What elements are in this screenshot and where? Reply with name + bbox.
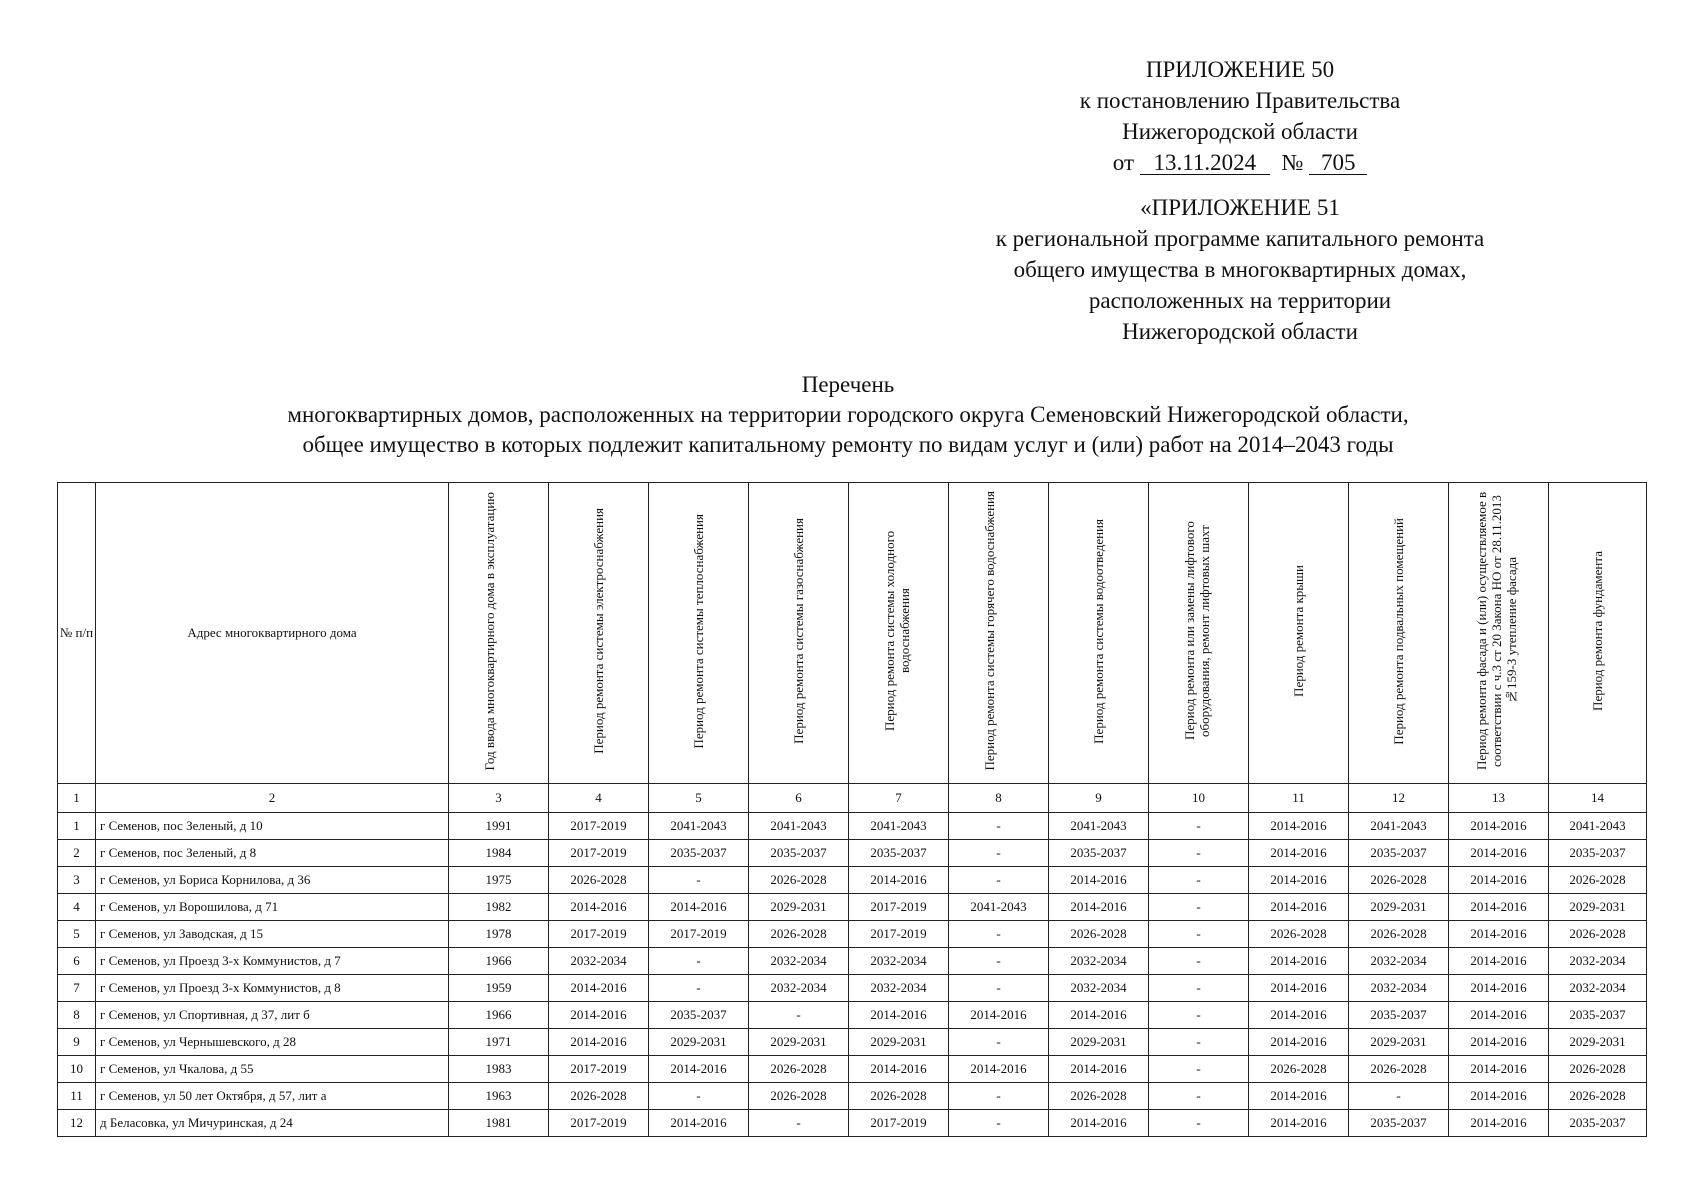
address-cell: г Семенов, пос Зеленый, д 10 bbox=[96, 813, 449, 840]
row-number-cell: 12 bbox=[58, 1110, 96, 1137]
table-cell: 2035-2037 bbox=[1549, 840, 1647, 867]
table-row bbox=[58, 840, 1647, 867]
table-row bbox=[58, 1002, 1647, 1029]
header-cell: Адрес многоквартирного дома bbox=[96, 483, 449, 784]
row-number-cell: 7 bbox=[58, 975, 96, 1002]
table-cell: - bbox=[749, 1110, 849, 1137]
table-cell: 2032-2034 bbox=[1349, 975, 1449, 1002]
table-cell: 2014-2016 bbox=[1449, 1056, 1549, 1083]
address-cell: г Семенов, пос Зеленый, д 8 bbox=[96, 840, 449, 867]
table-row bbox=[58, 1110, 1647, 1137]
table-cell: - bbox=[1149, 1056, 1249, 1083]
column-number: 10 bbox=[1149, 784, 1249, 813]
table-row bbox=[58, 1056, 1647, 1083]
table-cell: 2014-2016 bbox=[1249, 975, 1349, 1002]
row-number-cell: 9 bbox=[58, 1029, 96, 1056]
column-number: 6 bbox=[749, 784, 849, 813]
table-cell: 2017-2019 bbox=[549, 921, 649, 948]
table-row bbox=[58, 948, 1647, 975]
table-cell: 2032-2034 bbox=[849, 948, 949, 975]
appendix-51-line2: к региональной программе капитального ремонта bbox=[995, 226, 1485, 251]
table-cell: 1982 bbox=[449, 894, 549, 921]
table-cell: 2032-2034 bbox=[849, 975, 949, 1002]
table-cell: - bbox=[649, 975, 749, 1002]
address-cell: г Семенов, ул Заводская, д 15 bbox=[96, 921, 449, 948]
table-cell: - bbox=[949, 975, 1049, 1002]
address-cell: г Семенов, ул 50 лет Октября, д 57, лит а bbox=[96, 1083, 449, 1110]
table-cell: 2017-2019 bbox=[549, 840, 649, 867]
table-cell: 2014-2016 bbox=[1049, 867, 1149, 894]
appendix-50-block bbox=[1040, 54, 1440, 178]
appendix-50-line2: к постановлению Правительства bbox=[1079, 88, 1401, 113]
table-cell: - bbox=[1149, 1029, 1249, 1056]
header-cell: Период ремонта системы газоснабжения bbox=[749, 483, 849, 784]
table-cell: 2035-2037 bbox=[1549, 1110, 1647, 1137]
table-cell: 2032-2034 bbox=[549, 948, 649, 975]
table-cell: 2032-2034 bbox=[749, 948, 849, 975]
table-cell: 1966 bbox=[449, 1002, 549, 1029]
table-cell: 2035-2037 bbox=[849, 840, 949, 867]
table-cell: 2014-2016 bbox=[649, 1056, 749, 1083]
table-cell: 2014-2016 bbox=[1249, 813, 1349, 840]
column-number: 1 bbox=[58, 784, 96, 813]
row-number-cell: 8 bbox=[58, 1002, 96, 1029]
table-row bbox=[58, 813, 1647, 840]
header-cell: Период ремонта системы горячего водоснабжения bbox=[949, 483, 1049, 784]
row-number-cell: 6 bbox=[58, 948, 96, 975]
table-cell: 2035-2037 bbox=[649, 1002, 749, 1029]
table-cell: 2035-2037 bbox=[649, 840, 749, 867]
row-number-cell: 3 bbox=[58, 867, 96, 894]
table-cell: 2032-2034 bbox=[1049, 975, 1149, 1002]
title-line-1: Перечень bbox=[801, 372, 895, 397]
table-cell: 2014-2016 bbox=[1249, 840, 1349, 867]
table-header-row bbox=[58, 483, 1647, 784]
table-cell: 2029-2031 bbox=[1049, 1029, 1149, 1056]
table-row bbox=[58, 867, 1647, 894]
table-cell: 2014-2016 bbox=[549, 1002, 649, 1029]
table-cell: 2026-2028 bbox=[1349, 867, 1449, 894]
address-cell: г Семенов, ул Проезд 3-х Коммунистов, д 8 bbox=[96, 975, 449, 1002]
row-number-cell: 2 bbox=[58, 840, 96, 867]
column-number: 2 bbox=[96, 784, 449, 813]
appendix-51-line3: общего имущества в многоквартирных домах, bbox=[1013, 257, 1467, 282]
table-cell: 2026-2028 bbox=[1549, 921, 1647, 948]
table-cell: 1984 bbox=[449, 840, 549, 867]
table-cell: 2014-2016 bbox=[1249, 1029, 1349, 1056]
table-cell: 2026-2028 bbox=[749, 1056, 849, 1083]
from-label: от bbox=[1112, 150, 1135, 175]
table-cell: - bbox=[949, 813, 1049, 840]
table-cell: 2026-2028 bbox=[1249, 1056, 1349, 1083]
address-cell: г Семенов, ул Чернышевского, д 28 bbox=[96, 1029, 449, 1056]
column-numbers-row bbox=[58, 784, 1647, 813]
table-cell: - bbox=[649, 948, 749, 975]
table-cell: 2014-2016 bbox=[549, 975, 649, 1002]
row-number-cell: 4 bbox=[58, 894, 96, 921]
table-cell: 2014-2016 bbox=[1449, 948, 1549, 975]
table-cell: 2026-2028 bbox=[1549, 1056, 1647, 1083]
table-cell: 2041-2043 bbox=[1049, 813, 1149, 840]
table-cell: 1971 bbox=[449, 1029, 549, 1056]
header-cell: № п/п bbox=[58, 483, 96, 784]
table-cell: 2029-2031 bbox=[749, 894, 849, 921]
table-row bbox=[58, 921, 1647, 948]
table-cell: 2029-2031 bbox=[1349, 894, 1449, 921]
table-cell: 2014-2016 bbox=[1049, 894, 1149, 921]
table-cell: 2014-2016 bbox=[649, 1110, 749, 1137]
table-cell: 2041-2043 bbox=[1549, 813, 1647, 840]
column-number: 7 bbox=[849, 784, 949, 813]
table-cell: 2032-2034 bbox=[1549, 948, 1647, 975]
column-number: 4 bbox=[549, 784, 649, 813]
table-cell: 2014-2016 bbox=[1449, 1110, 1549, 1137]
address-cell: г Семенов, ул Ворошилова, д 71 bbox=[96, 894, 449, 921]
header-cell: Период ремонта системы электроснабжения bbox=[549, 483, 649, 784]
table-cell: 2014-2016 bbox=[1449, 975, 1549, 1002]
decree-number: 705 bbox=[1309, 152, 1367, 175]
table-cell: 2035-2037 bbox=[1349, 840, 1449, 867]
table-cell: 2041-2043 bbox=[649, 813, 749, 840]
table-cell: 2014-2016 bbox=[949, 1056, 1049, 1083]
table-cell: 2041-2043 bbox=[849, 813, 949, 840]
table-cell: 2014-2016 bbox=[1449, 894, 1549, 921]
title-line-2: многоквартирных домов, расположенных на территории городского округа Семеновский Нижегородской области, bbox=[287, 402, 1409, 427]
table-cell: - bbox=[1149, 975, 1249, 1002]
header-cell: Период ремонта системы водоотведения bbox=[1049, 483, 1149, 784]
table-cell: 1978 bbox=[449, 921, 549, 948]
table-cell: 1966 bbox=[449, 948, 549, 975]
row-number-cell: 10 bbox=[58, 1056, 96, 1083]
header-cell: Период ремонта фундамента bbox=[1549, 483, 1647, 784]
table-cell: 2014-2016 bbox=[1449, 1083, 1549, 1110]
table-cell: 1975 bbox=[449, 867, 549, 894]
header-cell: Период ремонта системы холодного водоснабжения bbox=[849, 483, 949, 784]
header-cell: Период ремонта подвальных помещений bbox=[1349, 483, 1449, 784]
header-cell: Период ремонта крыши bbox=[1249, 483, 1349, 784]
table-cell: - bbox=[1149, 921, 1249, 948]
table-cell: 1981 bbox=[449, 1110, 549, 1137]
decree-date: 13.11.2024 bbox=[1140, 152, 1270, 175]
table-cell: 2014-2016 bbox=[1249, 1083, 1349, 1110]
table-cell: 2029-2031 bbox=[749, 1029, 849, 1056]
column-number: 9 bbox=[1049, 784, 1149, 813]
table-cell: 2035-2037 bbox=[1549, 1002, 1647, 1029]
appendix-51-block bbox=[960, 192, 1520, 347]
table-cell: 2014-2016 bbox=[1449, 813, 1549, 840]
table-cell: - bbox=[1349, 1083, 1449, 1110]
address-cell: г Семенов, ул Проезд 3-х Коммунистов, д 7 bbox=[96, 948, 449, 975]
table-cell: 2026-2028 bbox=[1049, 921, 1149, 948]
table-cell: - bbox=[1149, 1110, 1249, 1137]
table-cell: 2014-2016 bbox=[1449, 1002, 1549, 1029]
appendix-50-line3: Нижегородской области bbox=[1122, 119, 1358, 144]
table-cell: 2014-2016 bbox=[1449, 921, 1549, 948]
table-cell: 2014-2016 bbox=[1449, 867, 1549, 894]
column-number: 13 bbox=[1449, 784, 1549, 813]
column-number: 5 bbox=[649, 784, 749, 813]
table-cell: - bbox=[1149, 1083, 1249, 1110]
table-cell: 2014-2016 bbox=[1449, 840, 1549, 867]
table-cell: - bbox=[949, 1110, 1049, 1137]
table-cell: 2035-2037 bbox=[1349, 1002, 1449, 1029]
address-cell: г Семенов, ул Спортивная, д 37, лит б bbox=[96, 1002, 449, 1029]
row-number-cell: 1 bbox=[58, 813, 96, 840]
column-number: 14 bbox=[1549, 784, 1647, 813]
table-cell: 2014-2016 bbox=[549, 894, 649, 921]
address-cell: г Семенов, ул Чкалова, д 55 bbox=[96, 1056, 449, 1083]
appendix-51-title: «ПРИЛОЖЕНИЕ 51 bbox=[1140, 195, 1340, 220]
table-cell: 2017-2019 bbox=[649, 921, 749, 948]
table-cell: 2026-2028 bbox=[749, 1083, 849, 1110]
address-cell: д Беласовка, ул Мичуринская, д 24 bbox=[96, 1110, 449, 1137]
table-cell: 2026-2028 bbox=[1049, 1083, 1149, 1110]
table-cell: 2014-2016 bbox=[849, 1002, 949, 1029]
address-cell: г Семенов, ул Бориса Корнилова, д 36 bbox=[96, 867, 449, 894]
appendix-50-date-line bbox=[1040, 147, 1440, 178]
table-cell: 2032-2034 bbox=[1549, 975, 1647, 1002]
table-cell: 2029-2031 bbox=[849, 1029, 949, 1056]
table-cell: 2026-2028 bbox=[1349, 1056, 1449, 1083]
header-cell: Год ввода многоквартирного дома в эксплуатацию bbox=[449, 483, 549, 784]
table-cell: - bbox=[1149, 813, 1249, 840]
table-cell: 1983 bbox=[449, 1056, 549, 1083]
table-cell: - bbox=[649, 867, 749, 894]
table-row bbox=[58, 1083, 1647, 1110]
table-cell: 2032-2034 bbox=[1349, 948, 1449, 975]
table-cell: 2029-2031 bbox=[1549, 1029, 1647, 1056]
table-cell: 2014-2016 bbox=[849, 867, 949, 894]
table-cell: 2026-2028 bbox=[549, 867, 649, 894]
title-line-3: общее имущество в которых подлежит капитальному ремонту по видам услуг и (или) работ на 2014–2043 годы bbox=[302, 432, 1394, 457]
table-cell: 2014-2016 bbox=[1249, 894, 1349, 921]
table-cell: 2017-2019 bbox=[549, 813, 649, 840]
table-cell: 2032-2034 bbox=[1049, 948, 1149, 975]
table-cell: - bbox=[949, 840, 1049, 867]
table-cell: 2017-2019 bbox=[549, 1110, 649, 1137]
table-cell: 1963 bbox=[449, 1083, 549, 1110]
table-row bbox=[58, 894, 1647, 921]
table-cell: - bbox=[949, 1029, 1049, 1056]
houses-repair-table bbox=[57, 482, 1647, 1137]
table-cell: 2029-2031 bbox=[1349, 1029, 1449, 1056]
table-cell: 2026-2028 bbox=[749, 867, 849, 894]
table-cell: 2014-2016 bbox=[549, 1029, 649, 1056]
table-cell: - bbox=[749, 1002, 849, 1029]
table-cell: 2032-2034 bbox=[749, 975, 849, 1002]
appendix-51-line5: Нижегородской области bbox=[1122, 319, 1358, 344]
table-cell: 2026-2028 bbox=[1549, 867, 1647, 894]
table-cell: 2017-2019 bbox=[849, 1110, 949, 1137]
row-number-cell: 5 bbox=[58, 921, 96, 948]
table-cell: - bbox=[949, 1083, 1049, 1110]
column-number: 11 bbox=[1249, 784, 1349, 813]
table-cell: 2017-2019 bbox=[849, 921, 949, 948]
table-cell: 2035-2037 bbox=[749, 840, 849, 867]
table-cell: - bbox=[1149, 840, 1249, 867]
table-cell: 2029-2031 bbox=[649, 1029, 749, 1056]
table-row bbox=[58, 1029, 1647, 1056]
table-cell: 2014-2016 bbox=[1249, 1110, 1349, 1137]
table-cell: 2014-2016 bbox=[649, 894, 749, 921]
table-cell: 2026-2028 bbox=[1549, 1083, 1647, 1110]
number-label: № bbox=[1281, 150, 1304, 175]
table-cell: 2014-2016 bbox=[1249, 948, 1349, 975]
table-cell: - bbox=[1149, 948, 1249, 975]
column-number: 3 bbox=[449, 784, 549, 813]
table-cell: 2014-2016 bbox=[1049, 1110, 1149, 1137]
table-cell: - bbox=[949, 921, 1049, 948]
header-cell: Период ремонта фасада и (или) осуществляемое в соответствии с ч.3 ст 20 Закона НО от 28.11.2013 №159-З утепление фасада bbox=[1449, 483, 1549, 784]
table-cell: - bbox=[649, 1083, 749, 1110]
table-row bbox=[58, 975, 1647, 1002]
table-cell: - bbox=[1149, 894, 1249, 921]
table-cell: 2014-2016 bbox=[849, 1056, 949, 1083]
table-cell: 2041-2043 bbox=[1349, 813, 1449, 840]
table-cell: 2014-2016 bbox=[949, 1002, 1049, 1029]
table-cell: 2026-2028 bbox=[549, 1083, 649, 1110]
table-cell: 2026-2028 bbox=[849, 1083, 949, 1110]
table-cell: 2017-2019 bbox=[849, 894, 949, 921]
table-cell: 2017-2019 bbox=[549, 1056, 649, 1083]
column-number: 12 bbox=[1349, 784, 1449, 813]
table-cell: 2014-2016 bbox=[1049, 1002, 1149, 1029]
header-cell: Период ремонта системы теплоснабжения bbox=[649, 483, 749, 784]
table-cell: 2041-2043 bbox=[749, 813, 849, 840]
table-cell: 2014-2016 bbox=[1249, 867, 1349, 894]
table-cell: 2035-2037 bbox=[1349, 1110, 1449, 1137]
appendix-51-line4: расположенных на территории bbox=[1088, 288, 1392, 313]
table-cell: - bbox=[1149, 867, 1249, 894]
table-cell: 1991 bbox=[449, 813, 549, 840]
table-cell: 2035-2037 bbox=[1049, 840, 1149, 867]
table-cell: - bbox=[949, 948, 1049, 975]
table-cell: 2014-2016 bbox=[1049, 1056, 1149, 1083]
table-cell: - bbox=[949, 867, 1049, 894]
row-number-cell: 11 bbox=[58, 1083, 96, 1110]
table-cell: 2014-2016 bbox=[1449, 1029, 1549, 1056]
table-cell: 1959 bbox=[449, 975, 549, 1002]
table-cell: 2026-2028 bbox=[1349, 921, 1449, 948]
header-cell: Период ремонта или замены лифтового оборудования, ремонт лифтовых шахт bbox=[1149, 483, 1249, 784]
column-number: 8 bbox=[949, 784, 1049, 813]
table-cell: 2026-2028 bbox=[1249, 921, 1349, 948]
table-cell: 2014-2016 bbox=[1249, 1002, 1349, 1029]
appendix-50-title: ПРИЛОЖЕНИЕ 50 bbox=[1145, 57, 1335, 82]
table-cell: 2041-2043 bbox=[949, 894, 1049, 921]
document-title bbox=[60, 370, 1636, 460]
table-cell: - bbox=[1149, 1002, 1249, 1029]
table-cell: 2029-2031 bbox=[1549, 894, 1647, 921]
table-cell: 2026-2028 bbox=[749, 921, 849, 948]
